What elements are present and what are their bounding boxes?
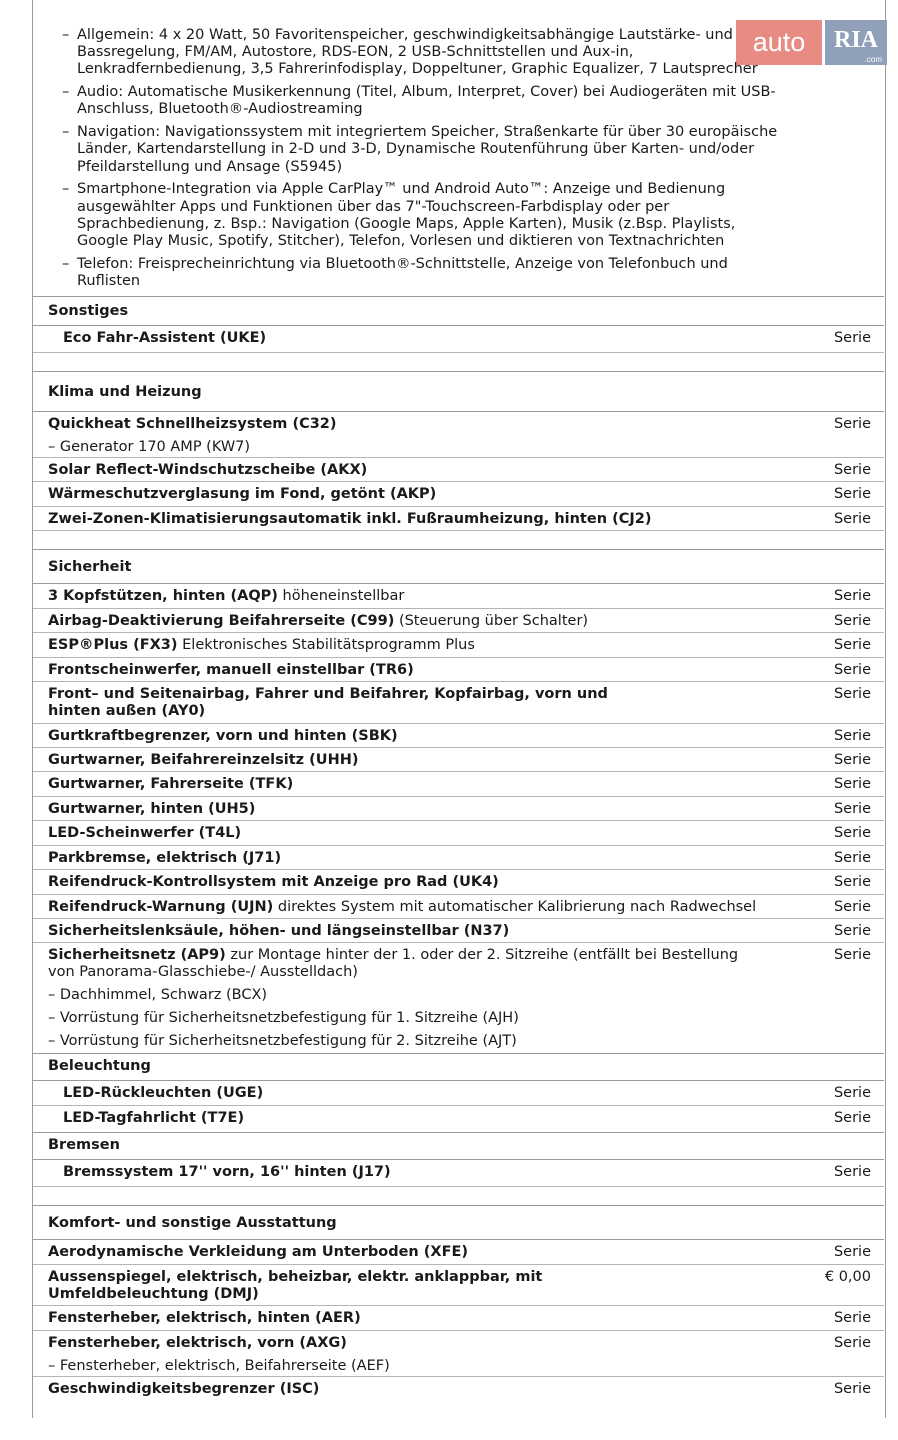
list-item: – Telefon: Freisprecheinrichtung via Bluetooth®-Schnittstelle, Anzeige von Telefonbuch und Ruflisten bbox=[58, 256, 778, 290]
section-header-komfort: Komfort- und sonstige Ausstattung bbox=[33, 1206, 884, 1240]
table-row: 3 Kopfstützen, hinten (AQP) höheneinstellbar Serie bbox=[33, 584, 884, 609]
table-row: Quickheat Schnellheizsystem (C32) Serie – Generator 170 AMP (KW7) bbox=[33, 412, 884, 458]
section-header-klima: Klima und Heizung bbox=[33, 372, 884, 412]
table-row: Reifendruck-Kontrollsystem mit Anzeige pro Rad (UK4) Serie bbox=[33, 870, 884, 895]
list-item: – Audio: Automatische Musikerkennung (Titel, Album, Interpret, Cover) bei Audiogeräten mit USB-Anschluss, Bluetooth®-Audiostreaming bbox=[58, 84, 778, 118]
table-row: Gurtkraftbegrenzer, vorn und hinten (SBK) Serie bbox=[33, 724, 884, 748]
equipment-table bbox=[33, 296, 884, 1402]
section-header-beleuchtung: Beleuchtung bbox=[33, 1054, 884, 1081]
list-item: – Navigation: Navigationssystem mit integriertem Speicher, Straßenkarte für über 30 europäische Länder, Kartendarstellung in 2-D und 3-D, Dynamische Routenführung über Karten- und/oder Pfeildarstellung und Ansage (S5945) bbox=[58, 124, 778, 176]
section-header-sicherheit: Sicherheit bbox=[33, 550, 884, 584]
list-item: – Allgemein: 4 x 20 Watt, 50 Favoritenspeicher, geschwindigkeitsabhängige Lautstärke- und Bassregelung, FM/AM, Autostore, RDS-EON, 2 USB-Schnittstellen und Aux-in, Lenkradfernbedienung, 3,5 Fahrerinfodisplay, Doppeltuner, Graphic Equalizer, 7 Lautsprecher bbox=[58, 27, 778, 79]
table-row: Gurtwarner, hinten (UH5) Serie bbox=[33, 797, 884, 821]
table-row: Frontscheinwerfer, manuell einstellbar (TR6) Serie bbox=[33, 658, 884, 682]
table-row: Eco Fahr-Assistent (UKE) Serie bbox=[33, 326, 884, 353]
table-row: Aussenspiegel, elektrisch, beheizbar, elektr. anklappbar, mit Umfeldbeleuchtung (DMJ) € 0,00 bbox=[33, 1265, 884, 1306]
table-row: LED-Rückleuchten (UGE) Serie bbox=[33, 1081, 884, 1106]
logo-domain: .com bbox=[864, 55, 882, 64]
table-row: Fensterheber, elektrisch, vorn (AXG) Serie – Fensterheber, elektrisch, Beifahrerseite (AEF) bbox=[33, 1331, 884, 1377]
table-row: ESP®Plus (FX3) Elektronisches Stabilitätsprogramm Plus Serie bbox=[33, 633, 884, 658]
table-row: Zwei-Zonen-Klimatisierungsautomatik inkl. Fußraumheizung, hinten (CJ2) Serie bbox=[33, 507, 884, 531]
section-gap bbox=[33, 1187, 884, 1206]
section-header-bremsen: Bremsen bbox=[33, 1133, 884, 1160]
table-row: Reifendruck-Warnung (UJN) direktes System mit automatischer Kalibrierung nach Radwechsel Serie bbox=[33, 895, 884, 919]
list-item: – Smartphone-Integration via Apple CarPlay™ und Android Auto™: Anzeige und Bedienung ausgewählter Apps und Funktionen über das 7"-Touchscreen-Farbdisplay oder per Sprachbedienung, z. Bsp.: Navigation (Google Maps, Apple Karten), Musik (z.Bsp. Playlists, Google Play Music, Spotify, Stitcher), Telefon, Vorlesen und diktieren von Textnachrichten bbox=[58, 181, 778, 250]
table-row: Sicherheitslenksäule, höhen- und längseinstellbar (N37) Serie bbox=[33, 919, 884, 943]
table-row: LED-Tagfahrlicht (T7E) Serie bbox=[33, 1106, 884, 1133]
table-row: LED-Scheinwerfer (T4L) Serie bbox=[33, 821, 884, 846]
section-gap bbox=[33, 531, 884, 550]
logo-auto: auto bbox=[736, 20, 822, 65]
table-row: Front– und Seitenairbag, Fahrer und Beifahrer, Kopfairbag, vorn und hinten außen (AY0) Serie bbox=[33, 682, 884, 724]
table-row: Aerodynamische Verkleidung am Unterboden (XFE) Serie bbox=[33, 1240, 884, 1265]
table-row: Geschwindigkeitsbegrenzer (ISC) Serie bbox=[48, 1381, 871, 1397]
table-row: Solar Reflect-Windschutzscheibe (AKX) Serie bbox=[33, 458, 884, 482]
table-row: Fensterheber, elektrisch, hinten (AER) Serie bbox=[33, 1306, 884, 1331]
table-row: Wärmeschutzverglasung im Fond, getönt (AKP) Serie bbox=[33, 482, 884, 507]
table-row: Gurtwarner, Beifahrereinzelsitz (UHH) Serie bbox=[33, 748, 884, 772]
table-row: Parkbremse, elektrisch (J71) Serie bbox=[33, 846, 884, 870]
table-row: Airbag-Deaktivierung Beifahrerseite (C99) (Steuerung über Schalter) Serie bbox=[33, 609, 884, 633]
section-gap bbox=[33, 353, 884, 372]
section-header-sonstiges: Sonstiges bbox=[33, 296, 884, 326]
logo-ria: RIA bbox=[825, 20, 887, 65]
table-row: Gurtwarner, Fahrerseite (TFK) Serie bbox=[33, 772, 884, 797]
table-row: Bremssystem 17'' vorn, 16'' hinten (J17) Serie bbox=[33, 1160, 884, 1187]
table-row: Sicherheitsnetz (AP9) zur Montage hinter der 1. oder der 2. Sitzreihe (entfällt bei Bestellung von Panorama-Glasschiebe-/ Ausstelldach) Serie – Dachhimmel, Schwarz (BCX) – Vorrüstung für Sicherheitsnetzbefestigung für 1. Sitzreihe (AJH) – Vorrüstung für Sicherheitsnetzbefestigung für 2. Sitzreihe (AJT) bbox=[33, 943, 884, 1054]
infotainment-feature-list bbox=[58, 27, 778, 296]
